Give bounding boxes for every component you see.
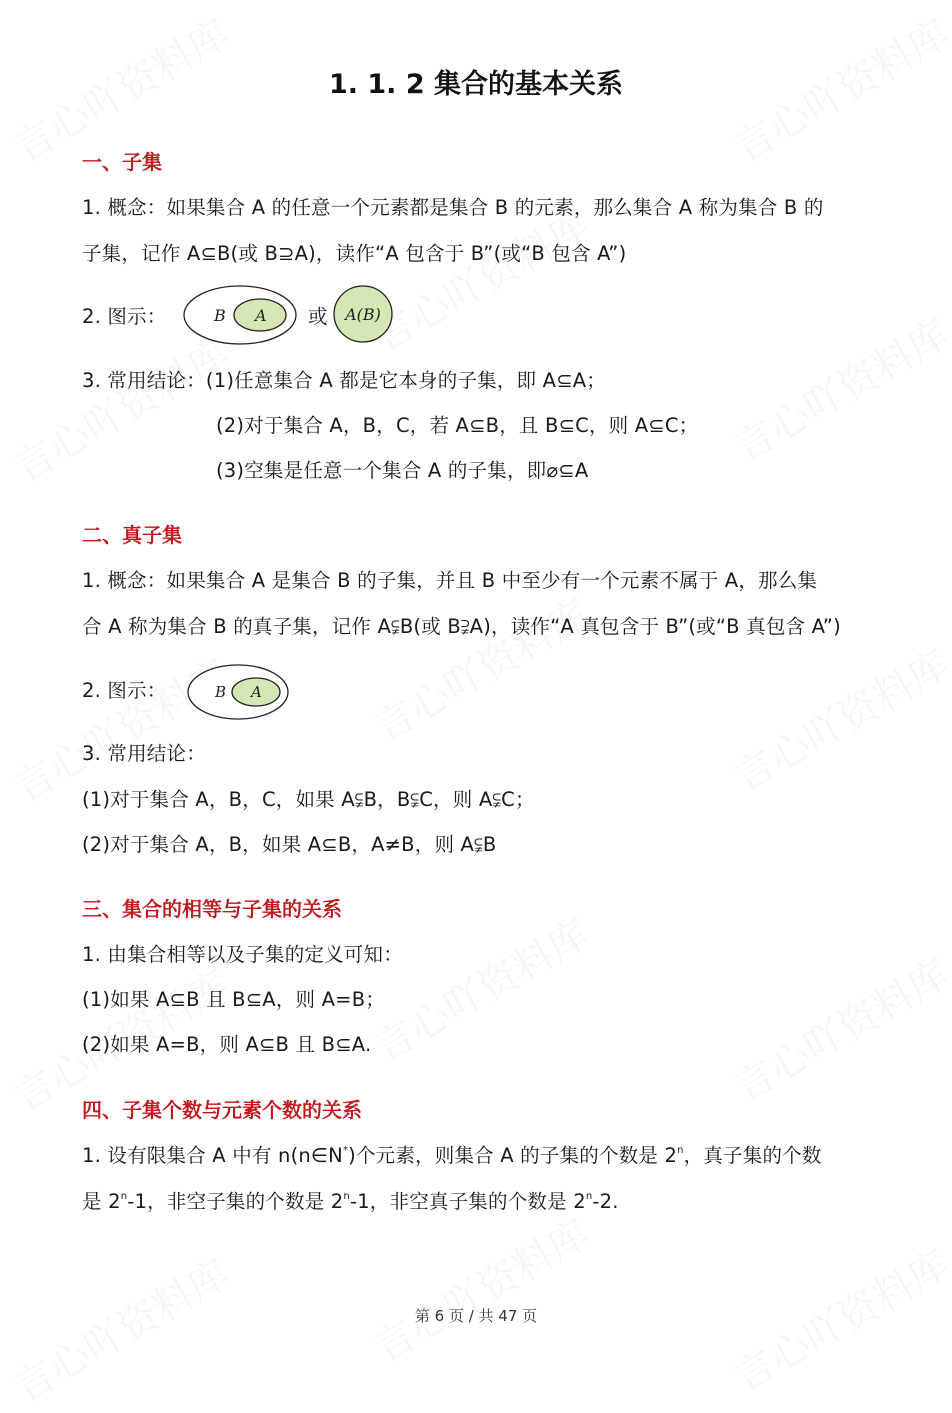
equality-line-2: (1)如果 A⊆B 且 B⊆A，则 A=B； [82,988,385,1011]
text-run: )个元素，则集合 A 的子集的个数是 2 [348,1144,678,1167]
page-title: 1. 1. 2 集合的基本关系 [328,69,624,100]
subset-conclusion-1: 3. 常用结论：(1)任意集合 A 都是它本身的子集，即 A⊆A； [82,369,606,392]
proper-subset-venn-diagram [184,662,292,722]
text-run: -1，非空子集的个数是 2 [127,1190,344,1213]
watermark [362,904,598,1073]
watermark [722,944,952,1113]
watermark [362,584,598,753]
proper-subset-conclusion-heading: 3. 常用结论： [82,742,206,765]
watermark [2,324,238,493]
text-run: 是 2 [82,1190,121,1213]
superscript: n [677,1145,684,1156]
superscript: n [585,1191,593,1202]
proper-subset-concept-line-2: 合 A 称为集合 B 的真子集，记作 A⫋B(或 B⫌A)，读作“A 真包含于 B”(或“B 真包含 A”) [82,615,841,638]
text-run: 1. 设有限集合 A 中有 n(n∈N [82,1144,343,1167]
subset-count-line-1 [82,1140,822,1168]
proper-subset-conclusion-1: (1)对于集合 A，B，C，如果 A⫋B，B⫋C，则 A⫋C； [82,788,535,811]
page-footer: 第 6 页 / 共 47 页 [414,1307,538,1325]
inner-set-label: A [251,683,262,701]
section-heading-subset-count: 四、子集个数与元素个数的关系 [82,1098,362,1122]
watermark [2,1244,238,1413]
equality-line-1: 1. 由集合相等以及子集的定义可知： [82,943,403,966]
outer-set-label: B [214,306,226,325]
proper-subset-conclusion-2: (2)对于集合 A，B，如果 A⊆B，A≠B，则 A⫋B [82,833,497,856]
equal-set-diagram [330,283,396,345]
text-run: -2. [592,1190,619,1213]
outer-set-label: B [215,683,227,701]
subset-count-line-2 [82,1186,619,1214]
watermark [362,1204,598,1373]
watermark [722,304,952,473]
subset-diagram-label: 2. 图示： [82,305,167,328]
superscript: n [120,1191,128,1202]
text-run: ，真子集的个数 [683,1144,822,1167]
superscript: * [342,1145,349,1156]
inner-set-label: A [255,306,267,325]
subset-venn-diagram [180,282,300,348]
subset-concept-line-1: 1. 概念：如果集合 A 的任意一个元素都是集合 B 的元素，那么集合 A 称为集合 B 的 [82,196,824,219]
watermark [722,634,952,803]
subset-conclusion-3: (3)空集是任意一个集合 A 的子集，即⌀⊆A [216,459,589,482]
section-heading-subset: 一、子集 [82,150,162,174]
equality-line-3: (2)如果 A=B，则 A⊆B 且 B⊆A. [82,1033,372,1056]
proper-subset-diagram-label: 2. 图示： [82,679,167,702]
or-text: 或 [308,305,328,328]
text-run: -1，非空真子集的个数是 2 [349,1190,586,1213]
section-heading-proper-subset: 二、真子集 [82,523,182,547]
superscript: n [343,1191,350,1202]
section-heading-equality: 三、集合的相等与子集的关系 [82,897,342,921]
subset-concept-line-2: 子集，记作 A⊆B(或 B⊇A)，读作“A 包含于 B”(或“B 包含 A”) [82,242,627,265]
equal-set-label: A(B) [345,305,381,324]
subset-conclusion-2: (2)对于集合 A，B，C，若 A⊆B，且 B⊆C，则 A⊆C； [216,414,699,437]
proper-subset-concept-line-1: 1. 概念：如果集合 A 是集合 B 的子集，并且 B 中至少有一个元素不属于 A，那么集 [82,569,818,592]
